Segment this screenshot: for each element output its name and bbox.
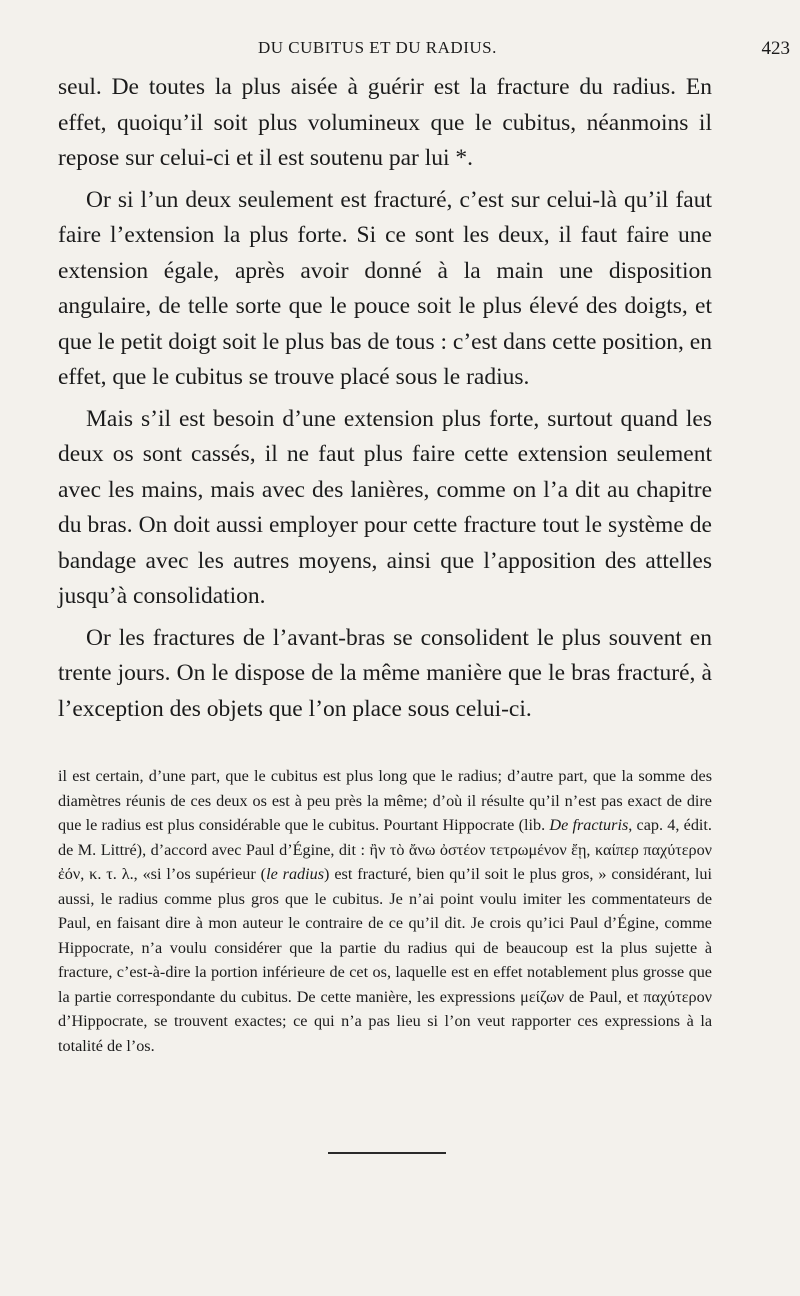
footnote-text	[58, 764, 712, 1058]
footnote-part-6: d’Hippocrate, se trouvent exactes; ce qui n’a pas lieu si l’on veut rapporter ces expressions à la totalité de l’os.	[58, 1012, 712, 1055]
footnote-part-4: ) est fracturé, bien qu’il soit le plus gros, » considérant, lui aussi, le radius comme plus gros que le cubitus. Je n’ai point voulu imiter les commentateurs de Paul, en faisant dire à mon auteur le contraire de ce qu’il dit. Je crois qu’ici Paul d’Égine, comme Hippocrate, n’a voulu considérer que la partie du radius qui de beaucoup est la plus sujette à fracture, c’est-à-dire la portion inférieure de cet os, laquelle est en effet notablement plus grosse que la partie correspondante du cubitus. De cette manière, les expressions	[58, 865, 712, 1006]
footnote	[58, 764, 712, 1058]
footnote-part-5: de Paul, et	[564, 987, 644, 1006]
running-title: DU CUBITUS ET DU RADIUS.	[258, 38, 497, 57]
footnote-work-title: De fracturis	[549, 816, 629, 834]
footnote-greek-word-2: παχύτερον	[643, 987, 712, 1006]
paragraph-1: seul. De toutes la plus aisée à guérir est la fracture du radius. En effet, quoiqu’il soit plus volumineux que le cubitus, néanmoins il repose sur celui-ci et il est soutenu par lui *.	[58, 74, 712, 171]
paragraph-2: Or si l’un deux seulement est fracturé, c’est sur celui-là qu’il faut faire l’extension la plus forte. Si ce sont les deux, il faut faire une extension égale, après avoir donné à la main une disposition angulaire, de telle sorte que le pouce soit le plus élevé des doigts, et que le petit doigt soit le plus bas de tous : c’est dans cette position, en effet, que le cubitus se trouve placé sous le radius.	[58, 186, 712, 390]
footnote-part-2: , cap. 4, édit. de M. Littré), d’accord avec Paul d’Égine, dit :	[58, 816, 712, 859]
footnote-radius-italic: le radius	[266, 865, 325, 883]
paragraph-3: Mais s’il est besoin d’une extension plus forte, surtout quand les deux os sont cassés, il ne faut plus faire cette extension seulement avec les mains, mais avec des lanières, comme on l’a dit au chapitre du bras. On doit aussi employer pour cette fracture tout le système de bandage avec les autres moyens, ainsi que l’apposition des attelles jusqu’à consolidation.	[58, 405, 712, 609]
footnote-part-1: il est certain, d’une part, que le cubitus est plus long que le radius; d’autre part, que la somme des diamètres réunis de ces deux os est à peu près la même; d’où il résulte qu’il n’est pas exact de dire que le radius est plus considérable que le cubitus. Pourtant Hippocrate (lib.	[58, 767, 712, 834]
main-text	[58, 70, 712, 727]
page-header	[0, 38, 800, 68]
footnote-greek-quote: ἢν τὸ ἄνω ὀστέον τετρωμένον ἔῃ, καίπερ παχύτερον ἐόν, κ. τ. λ.	[58, 840, 713, 883]
page-number: 423	[761, 38, 790, 59]
footnote-greek-word-1: μείζων	[520, 987, 565, 1006]
paragraph-4: Or les fractures de l’avant-bras se consolident le plus souvent en trente jours. On le dispose de la même manière que le bras fracturé, à l’exception des objets que l’on place sous celui-ci.	[58, 624, 712, 722]
section-divider-rule	[328, 1152, 446, 1154]
footnote-part-3: , «si l’os supérieur (	[133, 865, 267, 883]
